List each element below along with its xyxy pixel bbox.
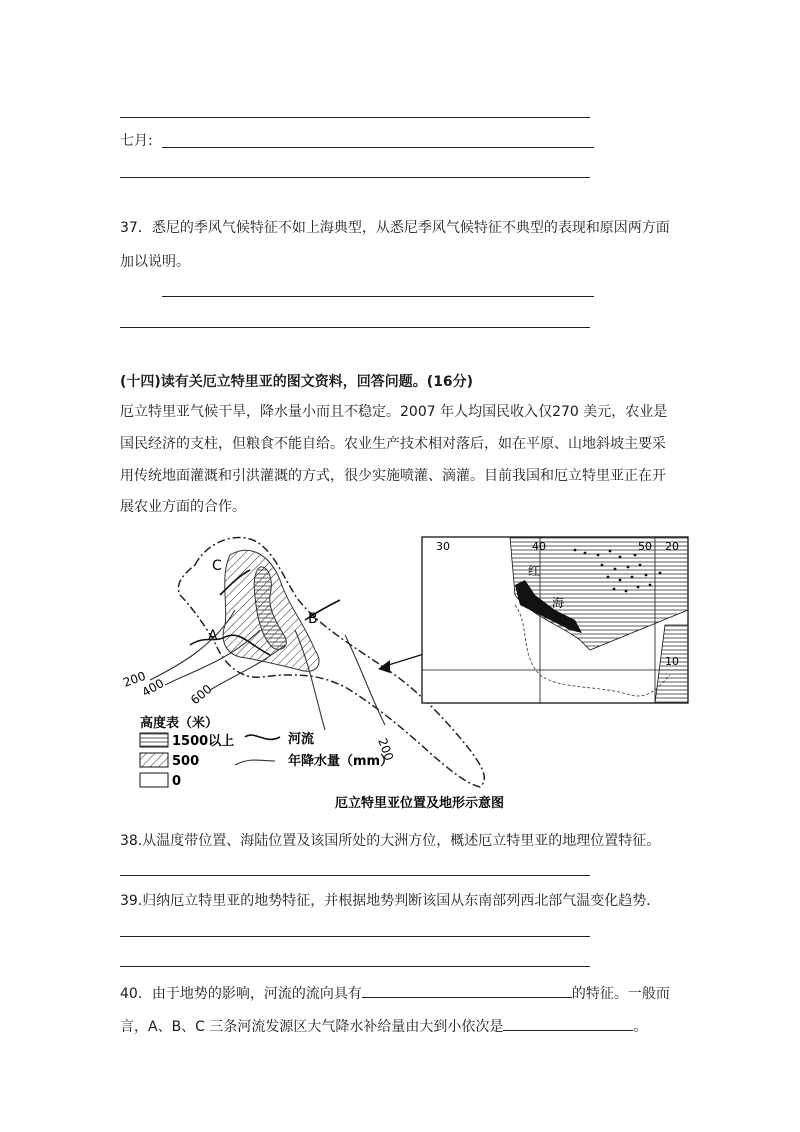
inset-map [422, 537, 688, 703]
sea-label: 红 [528, 564, 541, 578]
section-paragraph-line: 用传统地面灌溉和引洪灌溉的方式，很少实施喷灌、滴灌。目前我国和厄立特里亚正在开 [120, 468, 666, 484]
answer-line [120, 327, 590, 328]
july-label: 七月: [120, 133, 153, 149]
q40-line1-pre: 40．由于地势的影响，河流的流向具有 [120, 986, 362, 1002]
section-heading: (十四)读有关厄立特里亚的图文资料，回答问题。(16分) [120, 374, 474, 390]
legend-level: 1500以上 [172, 734, 235, 749]
sea-label: 海 [552, 596, 565, 610]
q40-line1-post: 的特征。一般而 [571, 986, 670, 1002]
river-label-a: A [208, 628, 218, 644]
answer-line [120, 875, 590, 876]
river-label-c: C [212, 558, 222, 574]
river-label-b: B [308, 611, 318, 627]
q40-line2-post: 。 [633, 1019, 648, 1035]
isohyet-line [345, 635, 385, 725]
eritrea-location-terrain-figure [120, 525, 690, 815]
answer-line [120, 966, 590, 967]
isohyet-label: 200 [121, 668, 148, 690]
q37-line2: 加以说明。 [120, 254, 190, 270]
answer-line [120, 936, 590, 937]
answer-blank [362, 983, 572, 998]
inset-lat-label: 10 [665, 655, 679, 668]
legend-rainfall: 年降水量（mm） [288, 754, 394, 769]
answer-line [120, 177, 590, 178]
answer-line [120, 117, 590, 118]
section-paragraph-line: 展农业方面的合作。 [120, 499, 246, 515]
section-paragraph-line: 厄立特里亚气候干旱，降水量小而且不稳定。2007 年人均国民收入仅270 美元，农业是 [120, 404, 668, 420]
legend-level: 500 [172, 754, 200, 769]
isohyet-label: 600 [187, 681, 215, 708]
q37-line1: 37．悉尼的季风气候特征不如上海典型，从悉尼季风气候特征不典型的表现和原因两方面 [120, 220, 670, 236]
legend [140, 715, 393, 789]
inset-lon-label: 50 [638, 540, 652, 553]
q40-line2-pre: 言，A、B、C 三条河流发源区大气降水补给量由大到小依次是 [120, 1019, 504, 1035]
legend-level: 0 [172, 774, 182, 789]
q39-text: 39.归纳厄立特里亚的地势特征，并根据地势判断该国从东南部列西北部气温变化趋势． [120, 893, 661, 909]
section-paragraph-line: 国民经济的支柱，但粮食不能自给。农业生产技术相对落后，如在平原、山地斜坡主要采 [120, 436, 666, 452]
q38-text: 38.从温度带位置、海陆位置及该国所处的大洲方位，概述厄立特里亚的地理位置特征。 [120, 833, 661, 849]
answer-line [162, 296, 594, 297]
inset-lat-label: 20 [665, 540, 679, 553]
isohyet-label: 400 [139, 676, 167, 700]
figure-caption: 厄立特里亚位置及地形示意图 [335, 796, 505, 811]
isohyet-label: 200 [375, 736, 397, 763]
inset-lon-label: 30 [436, 540, 450, 553]
arrow-head [378, 660, 390, 673]
q40-line1 [120, 983, 670, 1004]
inset-lon-label: 40 [532, 540, 546, 553]
answer-blank [503, 1016, 633, 1031]
legend-river: 河流 [288, 732, 315, 747]
q40-line2 [120, 1016, 647, 1037]
legend-title: 高度表（米） [140, 716, 219, 731]
answer-line [162, 147, 594, 148]
isohyet-200 [150, 610, 235, 680]
